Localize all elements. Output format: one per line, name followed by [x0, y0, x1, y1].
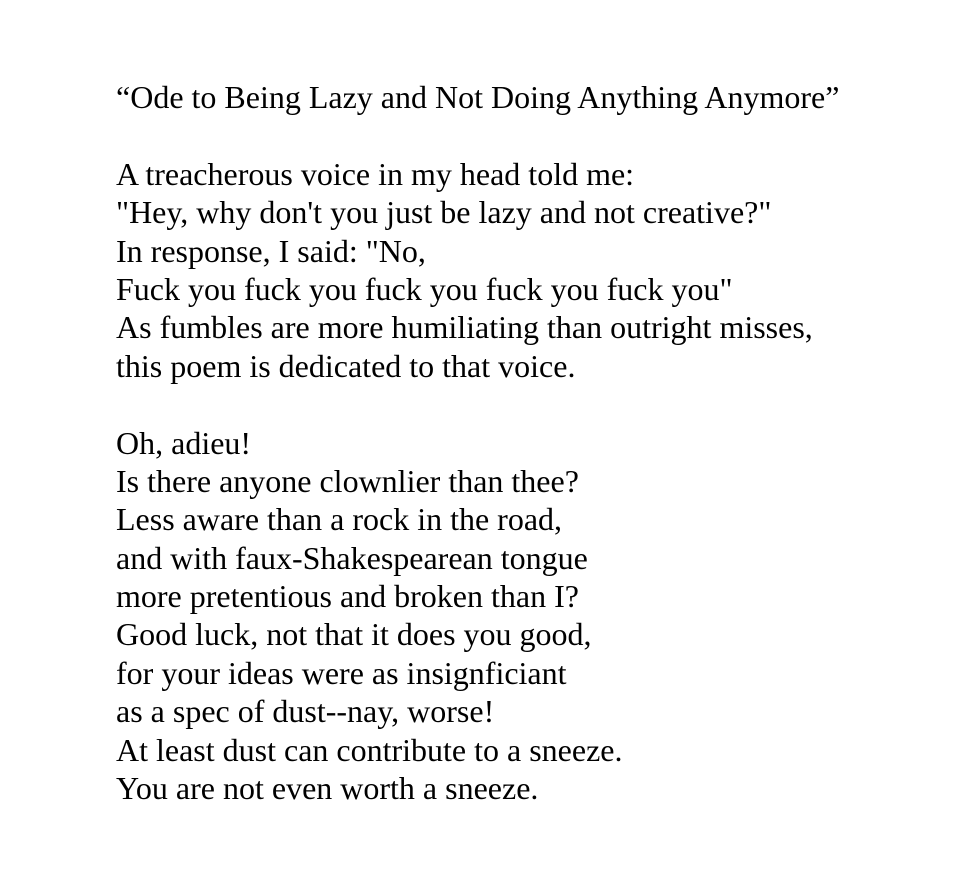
body-line: as a spec of dust--nay, worse!: [116, 693, 495, 730]
body-line: You are not even worth a sneeze.: [116, 770, 539, 807]
body-stanza: [116, 424, 956, 808]
poem-title: “Ode to Being Lazy and Not Doing Anything Anymore”: [116, 79, 840, 115]
intro-line: "Hey, why don't you just be lazy and not creative?": [116, 194, 772, 231]
body-line: Good luck, not that it does you good,: [116, 616, 592, 653]
intro-line: this poem is dedicated to that voice.: [116, 347, 576, 384]
stanza-gap: [116, 116, 956, 154]
body-line: and with faux-Shakespearean tongue: [116, 539, 588, 576]
body-line: for your ideas were as insignficiant: [116, 654, 567, 691]
body-line: Is there anyone clownlier than thee?: [116, 462, 579, 499]
body-line: At least dust can contribute to a sneeze.: [116, 731, 623, 768]
body-line: more pretentious and broken than I?: [116, 578, 579, 615]
stanza-gap: [116, 385, 956, 423]
intro-line: A treacherous voice in my head told me:: [116, 155, 635, 192]
intro-stanza: [116, 155, 956, 385]
body-line: Less aware than a rock in the road,: [116, 501, 563, 538]
intro-line: Fuck you fuck you fuck you fuck you fuck you": [116, 270, 733, 307]
poem-document: [116, 78, 956, 807]
intro-line: As fumbles are more humiliating than outright misses,: [116, 309, 813, 346]
body-line: Oh, adieu!: [116, 424, 252, 461]
intro-line: In response, I said: "No,: [116, 232, 426, 269]
